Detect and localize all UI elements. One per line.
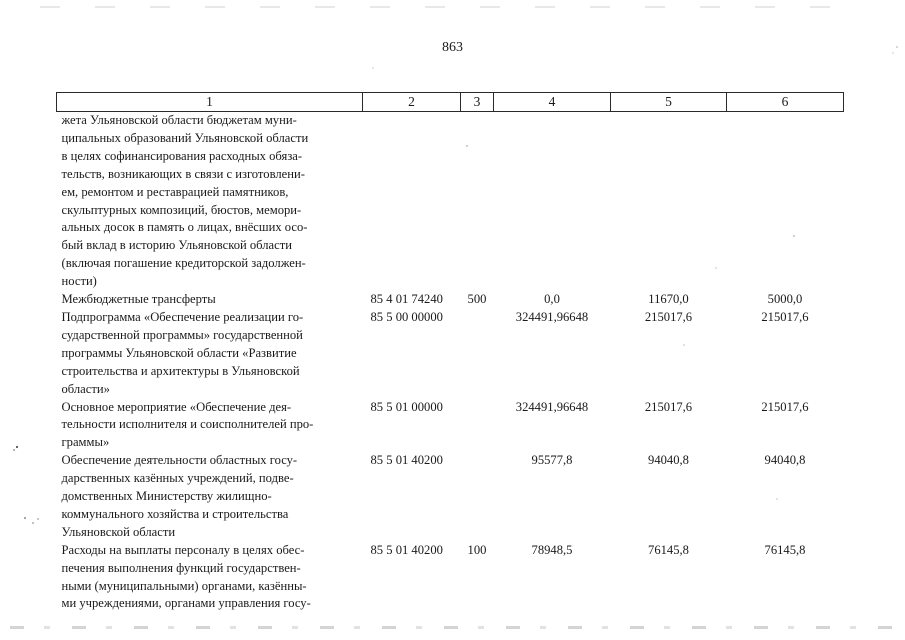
- row-expense-type: [461, 112, 494, 292]
- row-value-1: 78948,5: [531, 542, 573, 557]
- header-col-5: 5: [611, 93, 727, 112]
- row-description: Обеспечение деятельности областных госу- дарственных казённых учреждений, подве- домственных Министерству жилищно- коммунального хозяйства и строительства Ульяновской области: [61, 453, 298, 539]
- table-row: [57, 542, 844, 614]
- header-col-3: 3: [461, 93, 494, 112]
- budget-table: [56, 92, 844, 613]
- header-col-4: 4: [494, 93, 611, 112]
- table-row: [57, 399, 844, 453]
- row-value-3: 215017,6: [761, 309, 809, 324]
- row-expense-type: [461, 399, 494, 453]
- header-col-2: 2: [363, 93, 461, 112]
- row-value-2: 76145,8: [648, 542, 689, 557]
- header-col-1: 1: [57, 93, 363, 112]
- row-expense-type: [461, 309, 494, 399]
- row-value-2: 215017,6: [644, 309, 693, 324]
- row-code: 85 5 01 00000: [370, 399, 443, 414]
- row-value-1: 324491,96648: [515, 399, 589, 414]
- row-value-2: 215017,6: [644, 399, 693, 414]
- row-value-1: 0,0: [544, 292, 560, 307]
- scan-noise-bottom: [10, 626, 895, 629]
- row-value-3: [727, 112, 844, 292]
- row-description: Расходы на выплаты персоналу в целях обес- печения выполнения функций государствен- ными (муниципальными) органами, казённы- ми учреждениями, органами управления госу-: [61, 542, 311, 611]
- row-value-3: 76145,8: [764, 542, 806, 557]
- row-description: Межбюджетные трансферты: [61, 292, 216, 307]
- row-description: Основное мероприятие «Обеспечение дея- тельности исполнителя и соисполнителей про- граммы»: [61, 399, 314, 450]
- table-row: [57, 291, 844, 309]
- scan-noise-top: [40, 6, 865, 8]
- header-row: [57, 93, 844, 112]
- row-value-2: 94040,8: [648, 453, 689, 468]
- row-description: жета Ульяновской области бюджетам муни- ципальных образований Ульяновской области в целях софинансирования расходных обяза- тельств, возникающих в связи с изготовлени- ем, ремонтом и реставрацией памятников, скульптурных композиций, бюстов, мемори- альных досок в память о лицах, внёсших осо- бый вклад в историю Ульяновской области (включая погашение кредиторской задолжен- ности): [61, 113, 309, 289]
- row-value-3: 5000,0: [767, 292, 803, 307]
- row-value-2: [611, 112, 727, 292]
- row-description: Подпрограмма «Обеспечение реализации го- сударственной программы» государственной программы Ульяновской области «Развитие строительства и архитектуры в Ульяновской области»: [61, 309, 304, 396]
- row-value-1: [494, 112, 611, 292]
- row-value-3: 215017,6: [761, 399, 809, 414]
- row-value-1: 324491,96648: [515, 309, 589, 324]
- row-value-1: 95577,8: [531, 453, 573, 468]
- row-expense-type: 100: [467, 542, 487, 557]
- row-code: 85 5 01 40200: [370, 453, 443, 468]
- table-row: [57, 309, 844, 399]
- row-expense-type: 500: [467, 292, 487, 307]
- row-code: 85 4 01 74240: [370, 292, 443, 307]
- row-code: 85 5 01 40200: [370, 542, 443, 557]
- row-value-3: 94040,8: [764, 453, 806, 468]
- row-code: 85 5 00 00000: [370, 309, 443, 324]
- row-expense-type: [461, 452, 494, 542]
- header-col-6: 6: [727, 93, 844, 112]
- row-value-2: 11670,0: [648, 292, 689, 307]
- page-number: 863: [442, 40, 463, 55]
- table-row: [57, 452, 844, 542]
- row-code: [363, 112, 461, 292]
- table-row: [57, 112, 844, 292]
